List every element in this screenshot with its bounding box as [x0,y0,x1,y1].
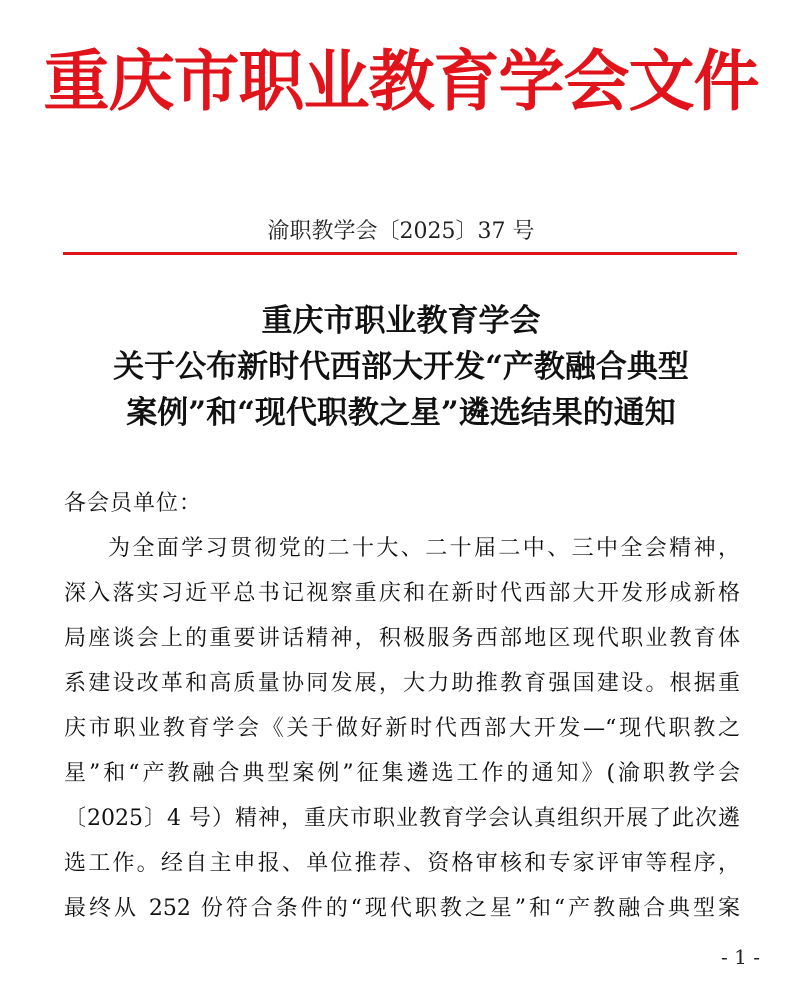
document-number: 渝职教学会〔2025〕37 号 [267,219,535,244]
body-line: 庆市职业教育学会《关于做好新时代西部大开发—“现代职教之 [64,716,740,741]
body-line: 局座谈会上的重要讲话精神，积极服务西部地区现代职业教育体 [64,626,740,651]
body-line: 星”和“产教融合典型案例”征集遴选工作的通知》(渝职教学会 [64,761,740,786]
title-line: 关于公布新时代西部大开发“产教融合典型 [113,349,689,385]
red-divider-line [63,252,737,255]
document-masthead: 重庆市职业教育学会文件 [43,43,759,120]
title-line: 重庆市职业教育学会 [261,303,541,339]
body-line: 系建设改革和高质量协同发展，大力助推教育强国建设。根据重 [64,671,740,696]
body-line: 选工作。经自主申报、单位推荐、资格审核和专家评审等程序， [64,851,740,876]
page-number: - 1 - [721,945,760,969]
document-title [40,298,762,436]
body-line: 深入落实习近平总书记视察重庆和在新时代西部大开发形成新格 [64,581,740,606]
salutation: 各会员单位： [64,491,203,516]
body-line: 〔2025〕4 号）精神，重庆市职业教育学会认真组织开展了此次遴 [64,806,740,831]
body-line: 最终从 252 份符合条件的“现代职教之星”和“产教融合典型案 [64,896,740,921]
body-paragraph [64,526,740,931]
body-line: 为全面学习贯彻党的二十大、二十届二中、三中全会精神， [108,536,740,561]
title-line: 案例”和“现代职教之星”遴选结果的通知 [126,395,676,431]
